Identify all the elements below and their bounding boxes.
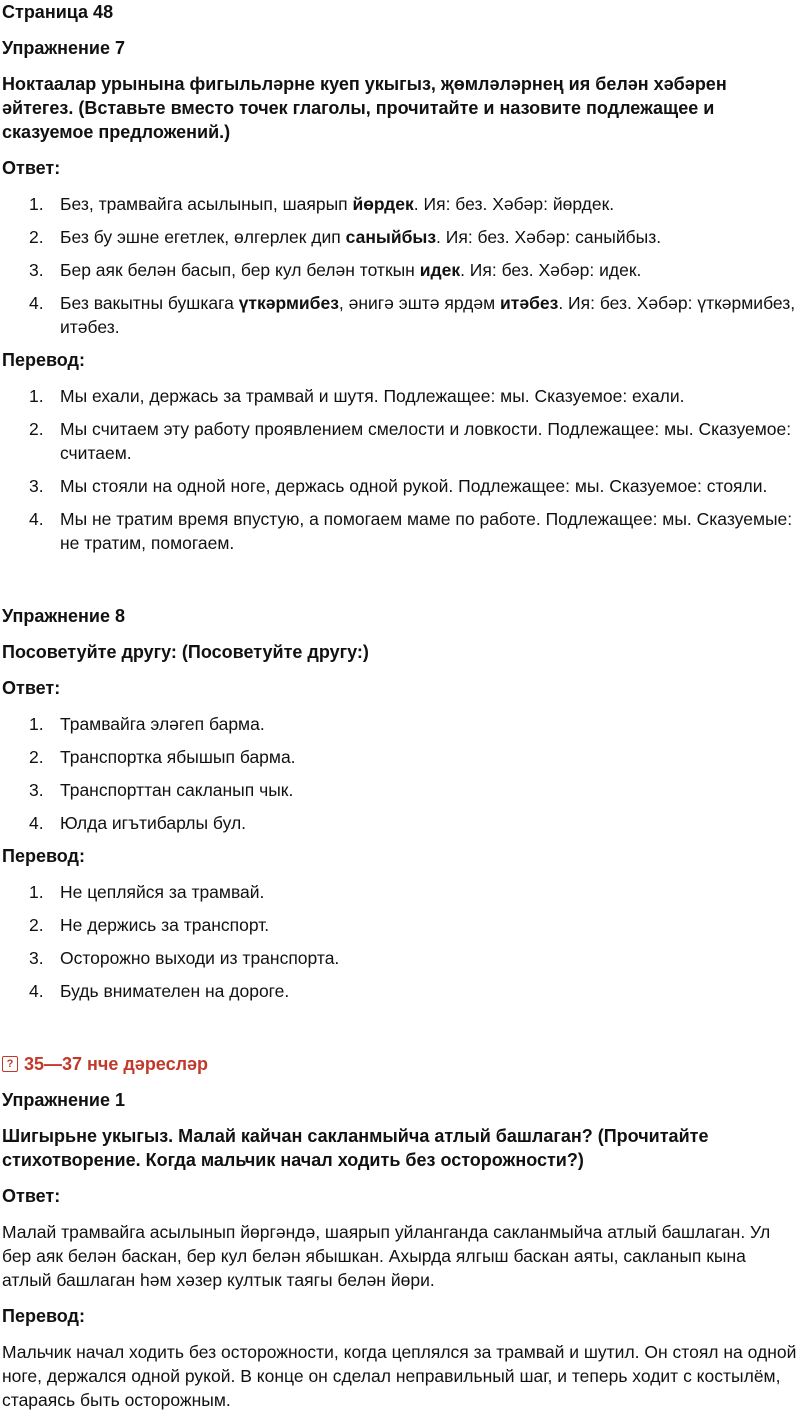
list-item: 1. Не цепляйся за трамвай. [29,882,265,902]
list-item: 4. Будь внимателен на дороге. [29,981,290,1001]
exercise-8-translation-list [2,880,800,1003]
exercise-7-translation-label: Перевод: [2,350,85,370]
list-item: 3. Бер аяк белән басып, бер кул белән тоткын идек. Ия: без. Хәбәр: идек. [29,260,642,280]
list-item: 1. Без, трамвайга асылынып, шаярып йөрдек. Ия: без. Хәбәр: йөрдек. [29,194,615,214]
list-item: 4. Юлда игътибарлы бул. [29,813,247,833]
list-item: 2. Транспортка ябышып барма. [29,747,296,767]
exercise-1-task: Шигырьне укыгыз. Малай кайчан сакланмыйча атлый башлаган? (Прочитайте стихотворение. Когда мальчик начал ходить без осторожности?) [2,1126,709,1170]
exercise-7-translation-list [2,384,800,555]
exercise-1-title: Упражнение 1 [2,1090,125,1110]
lesson-heading[interactable] [2,1052,800,1076]
exercise-1-answer-text: Малай трамвайга асылынып йөргәндә, шаярып уйланганда сакланмыйча атлый башлаган. Ул бер аяк белән баскан, бер кул белән ябышкан. Ахырда ялгыш баскан аяты, сакланып кына атлый башлаган һәм хәзер култык таягы белән йөри. [2,1222,771,1290]
list-item: 4. Без вакытны бушкага үткәрмибез, әнигә эштә ярдәм итәбез. Ия: без. Хәбәр: үткәрмибез, итәбез. [29,293,796,337]
question-box-icon: ? [2,1056,18,1072]
exercise-7-answer-list [2,192,800,339]
exercise-8-translation-label: Перевод: [2,846,85,866]
exercise-1-translation-label: Перевод: [2,1306,85,1326]
exercise-8-answer-list [2,712,800,835]
page-title: Страница 48 [2,2,114,22]
exercise-1-translation-text: Мальчик начал ходить без осторожности, когда цеплялся за трамвай и шутил. Он стоял на одной ноге, держался одной рукой. В конце он сделал неправильный шаг, и теперь ходит с костылём, стараясь быть осторожным. [2,1342,797,1410]
list-item: 1. Мы ехали, держась за трамвай и шутя. Подлежащее: мы. Сказуемое: ехали. [29,386,685,406]
exercise-1-answer-label: Ответ: [2,1186,61,1206]
exercise-8-title: Упражнение 8 [2,606,125,626]
lesson-title: 35—37 нче дәресләр [24,1054,209,1074]
list-item: 1. Трамвайга эләгеп барма. [29,714,265,734]
list-item: 2. Без бу эшне егетлек, өлгерлек дип саныйбыз. Ия: без. Хәбәр: саныйбыз. [29,227,662,247]
exercise-7-answer-label: Ответ: [2,158,61,178]
list-item: 2. Не держись за транспорт. [29,915,270,935]
exercise-8-task: Посоветуйте другу: (Посоветуйте другу:) [2,642,369,662]
list-item: 3. Осторожно выходи из транспорта. [29,948,340,968]
list-item: 3. Транспорттан сакланып чык. [29,780,294,800]
exercise-7-title: Упражнение 7 [2,38,125,58]
list-item: 4. Мы не тратим время впустую, а помогаем маме по работе. Подлежащее: мы. Сказуемые: не тратим, помогаем. [29,509,793,553]
exercise-8-answer-label: Ответ: [2,678,61,698]
list-item: 2. Мы считаем эту работу проявлением смелости и ловкости. Подлежащее: мы. Сказуемое: считаем. [29,419,792,463]
list-item: 3. Мы стояли на одной ноге, держась одной рукой. Подлежащее: мы. Сказуемое: стояли. [29,476,768,496]
exercise-7-task: Ноктаалар урынына фигыльләрне куеп укыгыз, җөмләләрнең ия белән хәбәрен әйтегез. (Вставьте вместо точек глаголы, прочитайте и назовите подлежащее и сказуемое предложений.) [2,74,727,142]
